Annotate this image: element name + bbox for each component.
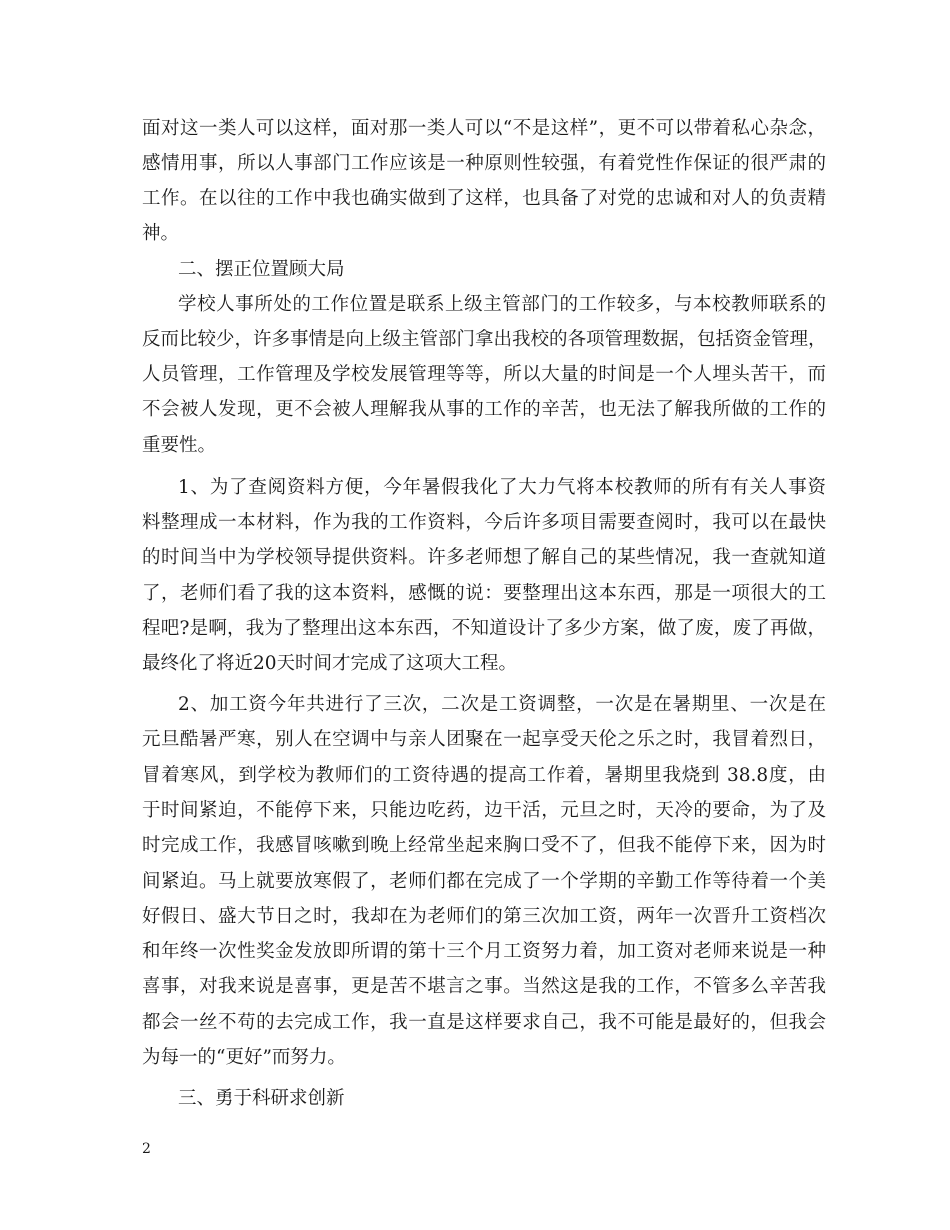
paragraph-line: 为每一的“更好”而努力。	[142, 1047, 346, 1068]
paragraph-line: 不会被人发现，更不会被人理解我从事的工作的辛苦，也无法了解我所做的工作的	[142, 399, 826, 420]
paragraph-line: 重要性。	[142, 435, 217, 456]
paragraph-line: 最终化了将近20天时间才完成了这项大工程。	[142, 653, 518, 674]
paragraph-line: 程吧?是啊，我为了整理出这本东西，不知道设计了多少方案，做了废，废了再做，	[142, 618, 826, 639]
paragraph-line: 料整理成一本材料，作为我的工作资料，今后许多项目需要查阅时，我可以在最快	[142, 512, 826, 533]
paragraph-line: 了，老师们看了我的这本资料，感慨的说：要整理出这本东西，那是一项很大的工	[142, 583, 826, 604]
paragraph-line: 1、为了查阅资料方便，今年暑假我化了大力气将本校教师的所有有关人事资	[178, 477, 826, 498]
paragraph-line: 工作。在以往的工作中我也确实做到了这样，也具备了对党的忠诚和对人的负责精	[142, 188, 826, 209]
paragraph-line: 时完成工作，我感冒咳嗽到晚上经常坐起来胸口受不了，但我不能停下来，因为时	[142, 835, 826, 856]
section-heading: 三、勇于科研求创新	[178, 1088, 345, 1109]
paragraph-line: 于时间紧迫，不能停下来，只能边吃药，边干活，元旦之时，天冷的要命，为了及	[142, 800, 826, 821]
paragraph-line: 神。	[142, 223, 180, 244]
paragraph-line: 的时间当中为学校领导提供资料。许多老师想了解自己的某些情况，我一查就知道	[142, 547, 826, 568]
paragraph-line: 面对这一类人可以这样，面对那一类人可以“不是这样”，更不可以带着私心杂念，	[142, 118, 826, 139]
paragraph-line: 元旦酷暑严寒，别人在空调中与亲人团聚在一起享受天伦之乐之时，我冒着烈日，	[142, 729, 826, 750]
paragraph-line: 2、加工资今年共进行了三次，二次是工资调整，一次是在暑期里、一次是在	[178, 694, 826, 715]
paragraph-line: 喜事，对我来说是喜事，更是苦不堪言之事。当然这是我的工作，不管多么辛苦我	[142, 976, 826, 997]
paragraph-line: 和年终一次性奖金发放即所谓的第十三个月工资努力着，加工资对老师来说是一种	[142, 941, 826, 962]
paragraph-line: 感情用事，所以人事部门工作应该是一种原则性较强，有着党性作保证的很严肃的	[142, 153, 826, 174]
paragraph-line: 反而比较少，许多事情是向上级主管部门拿出我校的各项管理数据，包括资金管理，	[142, 329, 827, 350]
paragraph-line: 好假日、盛大节日之时，我却在为老师们的第三次加工资，两年一次晋升工资档次	[142, 906, 826, 927]
paragraph-line: 冒着寒风，到学校为教师们的工资待遇的提高工作着，暑期里我烧到 38.8度，由	[142, 765, 826, 786]
paragraph-line: 间紧迫。马上就要放寒假了，老师们都在完成了一个学期的辛勤工作等待着一个美	[142, 871, 826, 892]
paragraph-line: 人员管理，工作管理及学校发展管理等等，所以大量的时间是一个人埋头苦干，而	[142, 364, 826, 385]
page-number: 2	[142, 1141, 151, 1157]
paragraph-line: 都会一丝不苟的去完成工作，我一直是这样要求自己，我不可能是最好的，但我会	[142, 1012, 826, 1033]
section-heading: 二、摆正位置顾大局	[178, 259, 345, 280]
paragraph-line: 学校人事所处的工作位置是联系上级主管部门的工作较多，与本校教师联系的	[178, 294, 826, 315]
